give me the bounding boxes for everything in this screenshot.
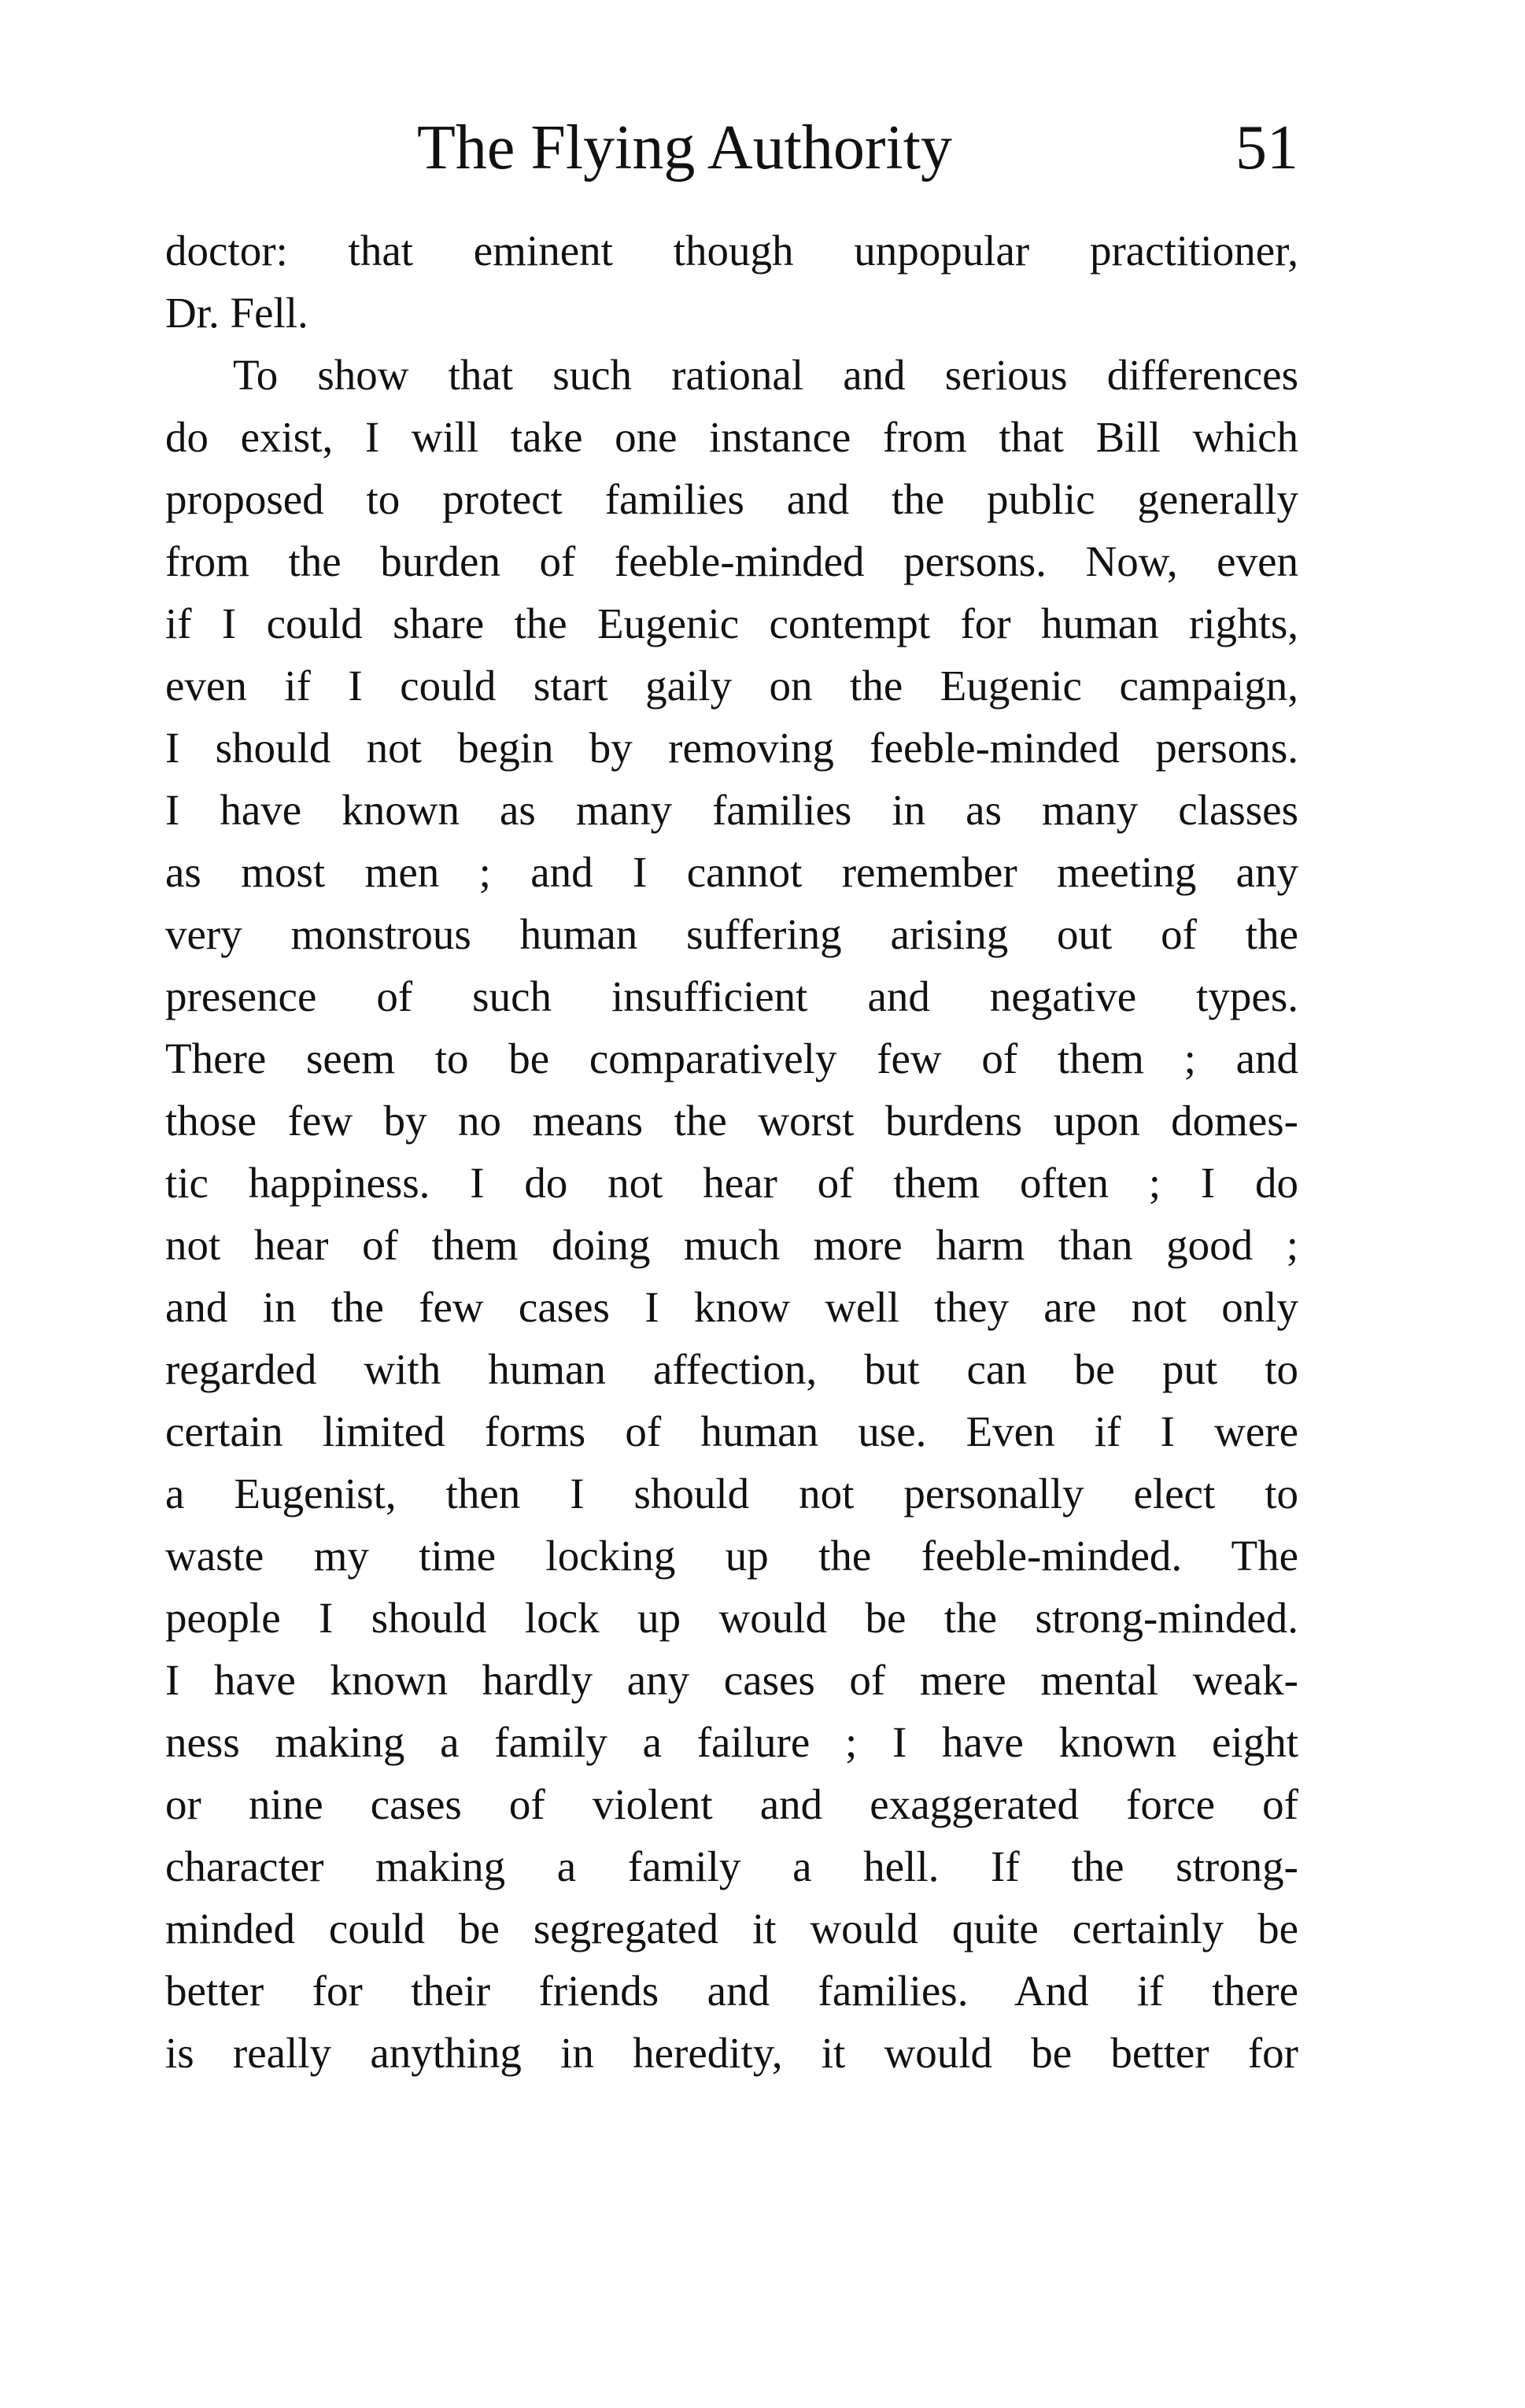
text-line: proposed to protect families and the public generally [165,475,1298,523]
text-line: those few by no means the worst burdens upon domes- [165,1097,1298,1145]
text-line: character making a family a hell. If the strong- [165,1842,1298,1890]
text-line: and in the few cases I know well they are not only [165,1283,1298,1331]
text-line: even if I could start gaily on the Eugenic campaign, [165,662,1298,710]
text-line: better for their friends and families. And if there [165,1967,1298,2015]
text-line: ness making a family a failure ; I have known eight [165,1718,1298,1766]
text-line: regarded with human affection, but can be put to [165,1345,1298,1393]
text-line: if I could share the Eugenic contempt for human rights, [165,599,1298,647]
text-line: presence of such insufficient and negative types. [165,972,1298,1020]
text-line: do exist, I will take one instance from that Bill which [165,413,1298,461]
page-number: 51 [1235,113,1298,183]
text-line: people I should lock up would be the strong-minded. [165,1594,1298,1642]
text-line: is really anything in heredity, it would be better for [165,2029,1298,2077]
text-line: I have known as many families in as many classes [165,786,1298,834]
text-line: as most men ; and I cannot remember meeting any [165,848,1298,896]
text-line: certain limited forms of human use. Even if I were [165,1407,1298,1455]
text-line: I have known hardly any cases of mere mental weak- [165,1656,1298,1704]
body-text [165,219,1298,2084]
text-line: waste my time locking up the feeble-minded. The [165,1532,1298,1580]
text-line: not hear of them doing much more harm than good ; [165,1221,1298,1269]
text-line: I should not begin by removing feeble-minded persons. [165,724,1298,772]
text-line: a Eugenist, then I should not personally elect to [165,1470,1298,1517]
text-line: To show that such rational and serious differences [233,351,1298,399]
text-line: from the burden of feeble-minded persons. Now, even [165,537,1298,585]
text-line: minded could be segregated it would quite certainly be [165,1905,1298,1953]
text-line: Dr. Fell. [165,289,308,337]
text-line: or nine cases of violent and exaggerated force of [165,1780,1298,1828]
running-title: The Flying Authority [417,113,952,183]
text-line: There seem to be comparatively few of them ; and [165,1034,1298,1082]
text-line: tic happiness. I do not hear of them often ; I do [165,1159,1298,1207]
text-line: doctor: that eminent though unpopular practitioner, [165,227,1298,275]
text-line: very monstrous human suffering arising out of the [165,910,1298,958]
